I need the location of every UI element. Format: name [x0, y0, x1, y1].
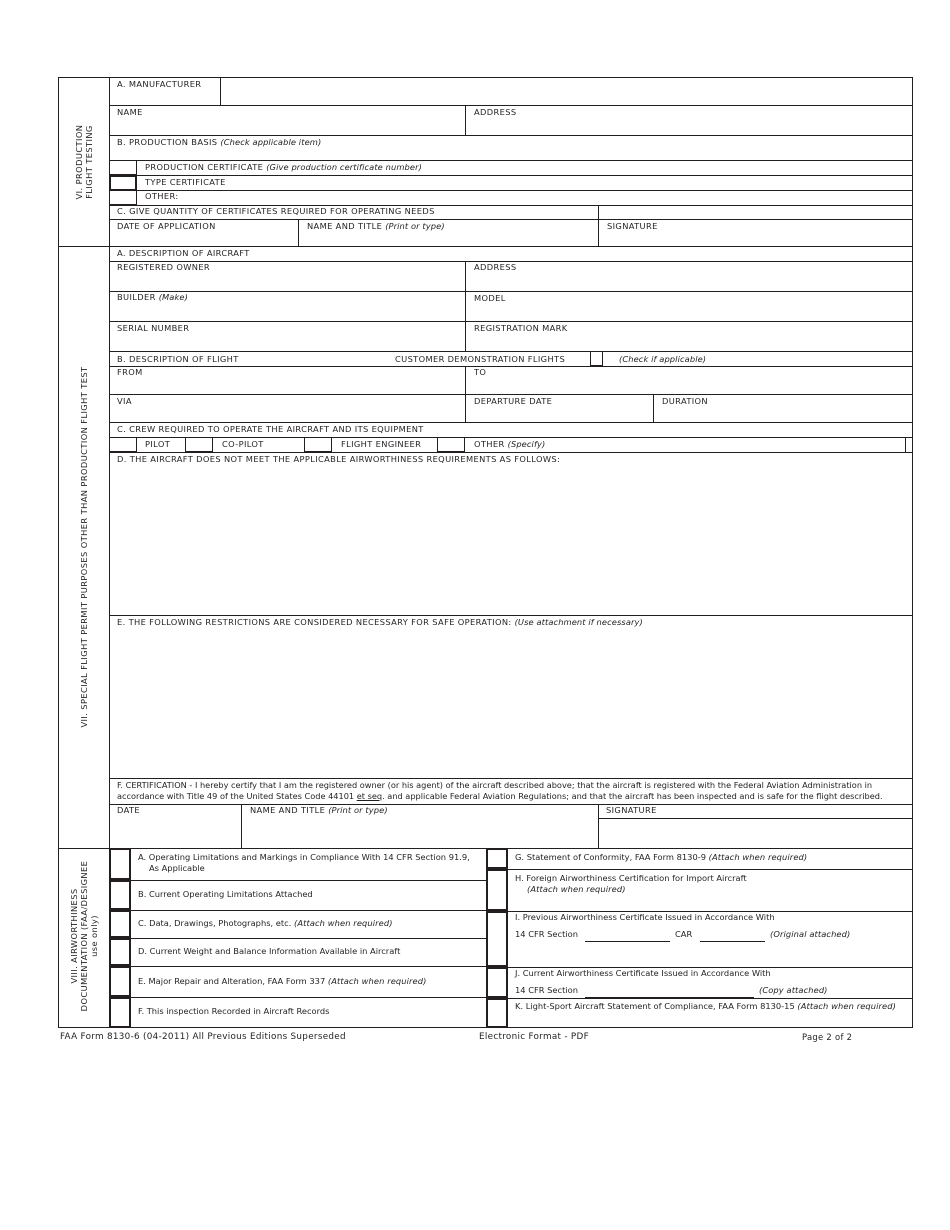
registration-mark-label: REGISTRATION MARK	[474, 323, 568, 333]
date-of-application-label: DATE OF APPLICATION	[117, 221, 216, 231]
item-b-label: B. Current Operating Limitations Attached	[138, 889, 313, 899]
copilot-checkbox[interactable]	[185, 437, 213, 452]
grid-line	[109, 351, 913, 352]
flight-engineer-checkbox[interactable]	[304, 437, 332, 452]
item-h-note: (Attach when required)	[527, 884, 626, 894]
item-j-cfr-field[interactable]	[585, 997, 754, 998]
applicant-signature-label: SIGNATURE	[607, 221, 658, 231]
grid-line	[137, 160, 913, 161]
restrictions-field[interactable]	[110, 629, 912, 777]
form-id: FAA Form 8130-6 (04-2011) All Previous Editions Superseded	[60, 1032, 346, 1042]
grid-line	[109, 422, 913, 423]
grid-line	[507, 869, 913, 870]
item-e-label: E. Major Repair and Alteration, FAA Form 337 (Attach when required)	[138, 976, 427, 986]
item-d-label: D. Current Weight and Balance Information Available in Aircraft	[138, 946, 401, 956]
grid-line	[109, 321, 913, 322]
certification-signature-label: SIGNATURE	[606, 805, 657, 815]
section-divider	[58, 246, 913, 247]
grid-line	[109, 291, 913, 292]
manufacturer-label: A. MANUFACTURER	[117, 79, 202, 89]
manufacturer-address-label: ADDRESS	[474, 107, 517, 117]
restrictions-label: E. THE FOLLOWING RESTRICTIONS ARE CONSIDERED NECESSARY FOR SAFE OPERATION: (Use attachment if necessary)	[117, 617, 643, 627]
not-meet-requirements-field[interactable]	[110, 466, 912, 614]
grid-line	[465, 105, 466, 135]
grid-line	[130, 880, 486, 881]
grid-line	[137, 190, 913, 191]
duration-label: DURATION	[662, 396, 708, 406]
item-i-note: (Original attached)	[770, 929, 851, 939]
item-f-label: F. This inspection Recorded in Aircraft Records	[138, 1006, 330, 1016]
item-c-label: C. Data, Drawings, Photographs, etc. (Attach when required)	[138, 918, 393, 928]
item-j-label: J. Current Airworthiness Certificate Issued in Accordance With	[515, 968, 771, 978]
grid-line	[130, 966, 486, 967]
checkbox-k[interactable]	[486, 998, 508, 1028]
serial-number-label: SERIAL NUMBER	[117, 323, 190, 333]
item-i-cfr-label: 14 CFR Section	[515, 929, 578, 939]
via-label: VIA	[117, 396, 132, 406]
copilot-label: CO-PILOT	[222, 439, 264, 449]
customer-demo-label: CUSTOMER DEMONSTRATION FLIGHTS	[395, 354, 566, 364]
grid-line	[109, 219, 913, 220]
grid-line	[130, 910, 486, 911]
page-number: Page 2 of 2	[802, 1032, 853, 1042]
grid-line	[298, 219, 299, 246]
grid-line	[109, 366, 913, 367]
checkbox-d[interactable]	[109, 938, 131, 966]
grid-line	[109, 437, 913, 438]
item-h-label: H. Foreign Airworthiness Certification for Import Aircraft	[515, 873, 747, 883]
item-i-cfr-field[interactable]	[585, 941, 670, 942]
grid-line	[109, 615, 913, 616]
grid-line	[109, 452, 913, 453]
grid-line	[220, 77, 221, 105]
departure-date-label: DEPARTURE DATE	[474, 396, 553, 406]
item-a-label-line-2: As Applicable	[149, 863, 205, 873]
description-of-aircraft-label: A. DESCRIPTION OF AIRCRAFT	[117, 248, 250, 258]
manufacturer-name-label: NAME	[117, 107, 143, 117]
certification-date-label: DATE	[117, 805, 140, 815]
grid-line	[598, 818, 913, 819]
owner-address-label: ADDRESS	[474, 262, 517, 272]
pilot-label: PILOT	[145, 439, 171, 449]
grid-line	[109, 105, 913, 106]
item-k-label: K. Light-Sport Aircraft Statement of Compliance, FAA Form 8130-15 (Attach when required)	[515, 1001, 896, 1011]
grid-line	[241, 804, 242, 848]
certification-text-line-2: accordance with Title 49 of the United States Code 44101 et seq. and applicable Federal Aviation Regulations; and that the aircraft has been inspected and is safe for the flight described.	[117, 791, 883, 801]
certification-text-line-1: F. CERTIFICATION - I hereby certify that I am the registered owner (or his agent) of the aircraft described above; that the aircraft is registered with the Federal Aviation Administration in	[117, 780, 873, 790]
description-of-flight-label: B. DESCRIPTION OF FLIGHT	[117, 354, 239, 364]
grid-line	[130, 997, 486, 998]
registered-owner-label: REGISTERED OWNER	[117, 262, 211, 272]
checkbox-j[interactable]	[486, 967, 508, 998]
production-certificate-label: PRODUCTION CERTIFICATE (Give production certificate number)	[145, 162, 422, 172]
other-basis-checkbox[interactable]	[109, 190, 137, 205]
checkbox-g[interactable]	[486, 848, 508, 869]
section-8-title: VIII. AIRWORTHINESS DOCUMENTATION (FAA/DESIGNEE use only)	[69, 860, 99, 1012]
type-certificate-checkbox[interactable]	[109, 175, 137, 191]
grid-line	[465, 261, 466, 351]
checkbox-c[interactable]	[109, 910, 131, 938]
checkbox-f[interactable]	[109, 997, 131, 1028]
item-i-car-field[interactable]	[700, 941, 765, 942]
item-g-label: G. Statement of Conformity, FAA Form 8130-9 (Attach when required)	[515, 852, 808, 862]
grid-line	[137, 175, 913, 176]
grid-line	[653, 394, 654, 422]
grid-line	[109, 804, 913, 805]
pilot-checkbox[interactable]	[109, 437, 137, 452]
item-i-car-label: CAR	[675, 929, 693, 939]
grid-line	[109, 135, 913, 136]
format-label: Electronic Format - PDF	[479, 1032, 589, 1042]
production-certificate-checkbox[interactable]	[109, 160, 137, 175]
section-6-title: VI. PRODUCTION FLIGHT TESTING	[74, 124, 94, 200]
checkbox-h[interactable]	[486, 869, 508, 911]
checkbox-i[interactable]	[486, 911, 508, 967]
production-basis-label: B. PRODUCTION BASIS (Check applicable item)	[117, 137, 322, 147]
item-a-label: A. Operating Limitations and Markings in Compliance With 14 CFR Section 91.9,	[138, 852, 470, 862]
certification-name-title-label: NAME AND TITLE (Print or type)	[250, 805, 388, 815]
grid-line	[130, 938, 486, 939]
grid-line	[109, 394, 913, 395]
grid-line	[598, 804, 599, 848]
grid-line	[598, 205, 599, 246]
not-meet-requirements-label: D. THE AIRCRAFT DOES NOT MEET THE APPLICABLE AIRWORTHINESS REQUIREMENTS AS FOLLOWS:	[117, 454, 561, 464]
other-crew-label: OTHER (Specify)	[474, 439, 546, 449]
quantity-label: C. GIVE QUANTITY OF CERTIFICATES REQUIRED FOR OPERATING NEEDS	[117, 206, 435, 216]
check-if-applicable-note: (Check if applicable)	[619, 354, 707, 364]
grid-line	[109, 778, 913, 779]
type-certificate-label: TYPE CERTIFICATE	[145, 177, 226, 187]
checkbox-b[interactable]	[109, 880, 131, 910]
flight-engineer-label: FLIGHT ENGINEER	[341, 439, 422, 449]
section-7-title: VII. SPECIAL FLIGHT PERMIT PURPOSES OTHER THAN PRODUCTION FLIGHT TEST	[79, 366, 89, 728]
crew-required-label: C. CREW REQUIRED TO OPERATE THE AIRCRAFT AND ITS EQUIPMENT	[117, 424, 424, 434]
to-label: TO	[474, 367, 487, 377]
checkbox-a[interactable]	[109, 848, 131, 880]
grid-line	[905, 437, 906, 452]
checkbox-e[interactable]	[109, 966, 131, 997]
other-crew-checkbox[interactable]	[437, 437, 465, 452]
item-j-note: (Copy attached)	[759, 985, 828, 995]
from-label: FROM	[117, 367, 143, 377]
item-i-label: I. Previous Airworthiness Certificate Issued in Accordance With	[515, 912, 775, 922]
applicant-name-title-label: NAME AND TITLE (Print or type)	[307, 221, 445, 231]
model-label: MODEL	[474, 293, 506, 303]
grid-line	[507, 998, 913, 999]
other-basis-label: OTHER:	[145, 191, 179, 201]
customer-demo-checkbox[interactable]	[590, 351, 603, 366]
builder-label: BUILDER (Make)	[117, 292, 188, 302]
item-j-cfr-label: 14 CFR Section	[515, 985, 578, 995]
